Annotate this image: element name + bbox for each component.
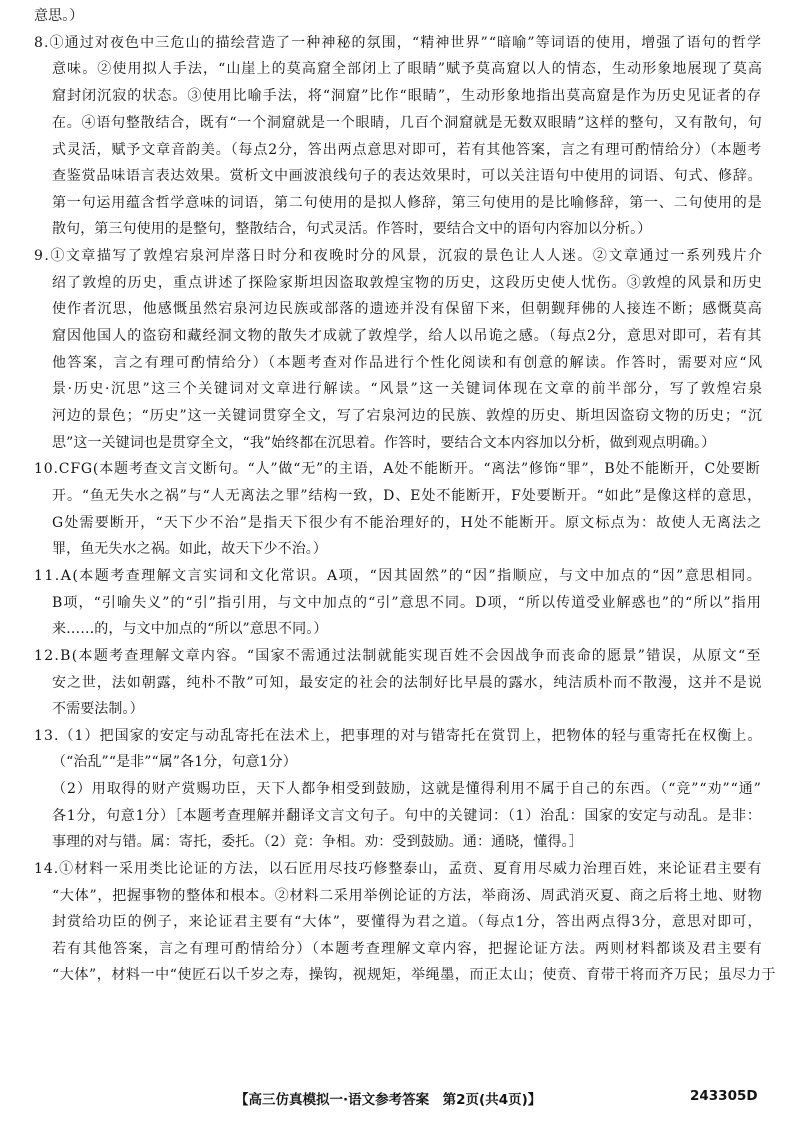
answer-line: 若有其他答案，言之有理可酌情给分）（本题考查理解文章内容，把握论证方法。两则材料都谈及君主要有 <box>52 941 764 957</box>
answer-line: 河边的景色；“历史”这一关键词贯穿全文，写了宕泉河边的民族、敦煌的历史、斯坦因盗窃文物的历史；“沉 <box>52 408 763 424</box>
answer-line: 意思。） <box>34 8 84 24</box>
answer-line: “大体”，把握事物的整体和根本。②材料二采用举例论证的方法，举商汤、周武消灭夏、商之后将土地、财物 <box>52 888 763 904</box>
answer-line: G处需要断开，“天下少不治”是指天下很少有不能治理好的，H处不能断开。原文标点为：故使人无离法之 <box>52 515 763 531</box>
answer-line: 13.（1）把国家的安定与动乱寄托在法术上，把事理的对与错寄托在赏罚上，把物体的轻与重寄托在权衡上。 <box>34 728 763 744</box>
answer-line: 思”这一关键词也是贯穿全文，“我”始终都在沉思着。作答时，要结合文本内容加以分析，做到观点明确。） <box>52 435 716 451</box>
answer-line: （“治乱”“是非”“属”各1分，句意1分） <box>52 754 297 770</box>
answer-line: 窟封闭沉寂的状态。③使用比喻手法，将“洞窟”比作“眼睛”，生动形象地指出莫高窟是作为历史见证者的存 <box>52 88 763 104</box>
answer-line: 14.①材料一采用类比论证的方法，以石匠用尽技巧修整泰山，孟贲、夏育用尽威力治理百姓，来论证君主要有 <box>34 861 763 877</box>
answer-line: 开。“鱼无失水之祸”与“人无离法之罪”结构一致，D、E处不能断开，F处要断开。“如此”是像这样的意思， <box>52 488 763 504</box>
answer-line: 来……的，与文中加点的“所以”意思不同。） <box>52 621 328 637</box>
answer-line: 在。④语句整散结合，既有“一个洞窟就是一个眼睛，几百个洞窟就是无数双眼睛”这样的整句，又有散句，句 <box>52 115 763 131</box>
page-footer: 【高三仿真模拟一·语文参考答案 第2页(共4页)】 <box>235 1092 542 1108</box>
answer-line: 意味。②使用拟人手法，“山崖上的莫高窟全部闭上了眼睛”赋予莫高窟以人的情态，生动形象地展现了莫高 <box>52 61 764 77</box>
answer-line: 12.B(本题考查理解文章内容。“国家不需通过法制就能实现百姓不会因战争而丧命的愿景”错误，从原文“至 <box>34 648 762 664</box>
answer-line: 他答案，言之有理可酌情给分）（本题考查对作品进行个性化阅读和有创意的解读。作答时，需要对应“风 <box>52 355 764 371</box>
answer-line: 8.①通过对夜色中三危山的描绘营造了一种神秘的氛围，“精神世界”“暗喻”等词语的使用，增强了语句的哲学 <box>34 35 763 51</box>
answer-line: 11.A(本题考查理解文言实词和文化常识。A项，“因其固然”的“因”指顺应，与文中加点的“因”意思相同。 <box>34 568 763 584</box>
answer-line: 使作者沉思，他感慨虽然宕泉河边民族或部落的遗迹并没有保留下来，但朝觐拜佛的人接连不断；感慨莫高 <box>52 301 763 317</box>
answer-line: 10.CFG(本题考查文言文断句。“人”做“无”的主语，A处不能断开。“离法”修饰“罪”，B处不能断开，C处要断 <box>34 461 761 477</box>
answer-line: 封赏给功臣的例子，来论证君主要有“大体”，要懂得为君之道。（每点1分，答出两点得3分，意思对即可， <box>52 914 763 930</box>
answer-line: 窟因他国人的盗窃和藏经洞文物的散失才成就了敦煌学，给人以吊诡之感。（每点2分，意思对即可，若有其 <box>52 328 763 344</box>
answer-line: 查鉴赏品味语言表达效果。赏析文中画波浪线句子的表达效果时，可以关注语句中使用的词语、句式、修辞。 <box>52 168 763 184</box>
answer-line: 第一句运用蕴含哲学意味的词语，第二句使用的是拟人修辞，第三句使用的是比喻修辞，第一、二句使用的是 <box>52 195 763 211</box>
answer-line: 绍了敦煌的历史，重点讲述了探险家斯坦因盗取敦煌宝物的历史，这段历史使人忧伤。③敦煌的风景和历史 <box>52 275 763 291</box>
answer-line: 散句，第三句使用的是整句，整散结合，句式灵活。作答时，要结合文中的语句内容加以分析。） <box>52 221 652 237</box>
answer-line: 式灵活，赋予文章音韵美。（每点2分，答出两点意思对即可，若有其他答案，言之有理可酌情给分）（本题考 <box>52 142 763 158</box>
answer-line: 各1分，句意1分）［本题考查理解并翻译文言文句子。句中的关键词：（1）治乱：国家的安定与动乱。是非： <box>52 808 762 824</box>
answer-line: B项，“引喻失义”的“引”指引用，与文中加点的“引”意思不同。D项，“所以传道受业解惑也”的“所以”指用 <box>52 595 762 611</box>
answer-line: 罪，鱼无失水之祸。如此，故天下少不治。） <box>52 541 327 557</box>
document-code: 243305D <box>690 1088 758 1104</box>
answer-line: 景·历史·沉思”这三个关键词对文章进行解读。“风景”这一关键词体现在文章的前半部分，写了敦煌宕泉 <box>52 381 764 397</box>
answer-line: “大体”，材料一中“使匠石以千岁之寿，操钩，视规矩，举绳墨，而正太山；使贲、育带干将而齐万民；虽尽力于 <box>52 967 777 983</box>
answer-line: 9.①文章描写了敦煌宕泉河岸落日时分和夜晚时分的风景，沉寂的景色让人人迷。②文章通过一系列残片介 <box>34 248 764 264</box>
answer-line: 不需要法制。） <box>52 701 144 717</box>
answer-line: 安之世，法如朝露，纯朴不散”可知，最安定的社会的法制好比早晨的露水，纯洁质朴而不散漫，这并不是说 <box>52 675 763 691</box>
answer-line: （2）用取得的财产赏赐功臣，天下人都争相受到鼓励，这就是懂得利用不属于自己的东西。（“竞”“劝”“通” <box>52 781 762 797</box>
answer-line: 事理的对与错。属：寄托，委托。（2）竞：争相。劝：受到鼓励。通：通晓，懂得。］ <box>52 834 583 850</box>
